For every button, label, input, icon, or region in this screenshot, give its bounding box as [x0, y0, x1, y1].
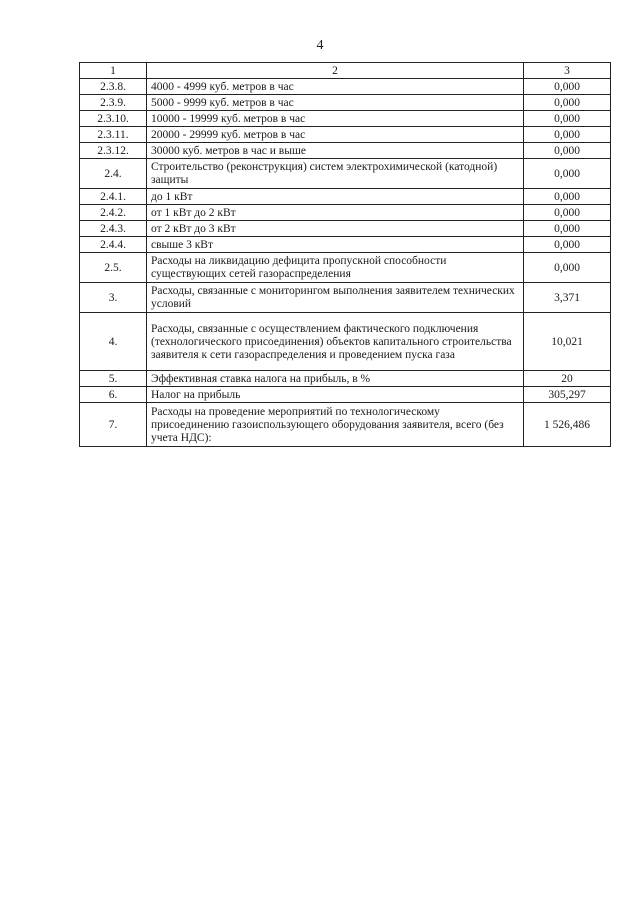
header-cell-col1: 1 [80, 63, 147, 79]
header-cell-col3: 3 [524, 63, 611, 79]
row-number: 2.3.12. [80, 143, 147, 159]
table-row [80, 95, 611, 111]
row-value: 0,000 [524, 237, 611, 253]
table-row [80, 237, 611, 253]
row-number: 2.3.10. [80, 111, 147, 127]
table-row [80, 283, 611, 313]
table-row [80, 253, 611, 283]
table-row [80, 143, 611, 159]
row-name: 10000 - 19999 куб. метров в час [147, 111, 524, 127]
row-value: 0,000 [524, 205, 611, 221]
table-row [80, 159, 611, 189]
row-number: 2.3.11. [80, 127, 147, 143]
row-number: 2.5. [80, 253, 147, 283]
table-row [80, 387, 611, 403]
row-name: Расходы на проведение мероприятий по технологическому присоединению газоиспользующего оборудования заявителя, всего (без учета НДС): [147, 403, 524, 447]
table-row [80, 205, 611, 221]
table-row [80, 127, 611, 143]
table-header-row [80, 63, 611, 79]
row-value: 0,000 [524, 143, 611, 159]
row-name: Налог на прибыль [147, 387, 524, 403]
row-value: 3,371 [524, 283, 611, 313]
row-number: 2.3.8. [80, 79, 147, 95]
row-value: 0,000 [524, 111, 611, 127]
page-number: 4 [316, 38, 324, 53]
row-number: 6. [80, 387, 147, 403]
table-row [80, 221, 611, 237]
row-number: 2.4.1. [80, 189, 147, 205]
row-number: 3. [80, 283, 147, 313]
row-value: 0,000 [524, 253, 611, 283]
row-value: 10,021 [524, 313, 611, 371]
row-value: 0,000 [524, 95, 611, 111]
row-value: 0,000 [524, 189, 611, 205]
row-value: 0,000 [524, 127, 611, 143]
cost-table [79, 62, 611, 447]
row-number: 2.4.2. [80, 205, 147, 221]
header-cell-col2: 2 [147, 63, 524, 79]
table-row [80, 371, 611, 387]
row-number: 2.4.3. [80, 221, 147, 237]
row-name: 4000 - 4999 куб. метров в час [147, 79, 524, 95]
row-value: 0,000 [524, 221, 611, 237]
row-number: 7. [80, 403, 147, 447]
row-name: Расходы, связанные с осуществлением фактического подключения (технологического присоединения) объектов капитального строительства заявителя к сети газораспределения и проведением пуска газа [147, 313, 524, 371]
row-value: 1 526,486 [524, 403, 611, 447]
row-value: 0,000 [524, 79, 611, 95]
row-name: 20000 - 29999 куб. метров в час [147, 127, 524, 143]
row-number: 2.3.9. [80, 95, 147, 111]
row-name: Расходы, связанные с мониторингом выполнения заявителем технических условий [147, 283, 524, 313]
table-row [80, 313, 611, 371]
table-row [80, 189, 611, 205]
row-value: 20 [524, 371, 611, 387]
row-name: до 1 кВт [147, 189, 524, 205]
row-number: 4. [80, 313, 147, 371]
row-name: 30000 куб. метров в час и выше [147, 143, 524, 159]
row-number: 5. [80, 371, 147, 387]
row-name: Строительство (реконструкция) систем электрохимической (катодной) защиты [147, 159, 524, 189]
row-value: 0,000 [524, 159, 611, 189]
row-value: 305,297 [524, 387, 611, 403]
row-name: Расходы на ликвидацию дефицита пропускной способности существующих сетей газораспределения [147, 253, 524, 283]
row-number: 2.4.4. [80, 237, 147, 253]
table-row [80, 403, 611, 447]
row-name: от 2 кВт до 3 кВт [147, 221, 524, 237]
row-name: от 1 кВт до 2 кВт [147, 205, 524, 221]
row-name: свыше 3 кВт [147, 237, 524, 253]
table-row [80, 79, 611, 95]
table-row [80, 111, 611, 127]
row-number: 2.4. [80, 159, 147, 189]
row-name: Эффективная ставка налога на прибыль, в % [147, 371, 524, 387]
row-name: 5000 - 9999 куб. метров в час [147, 95, 524, 111]
